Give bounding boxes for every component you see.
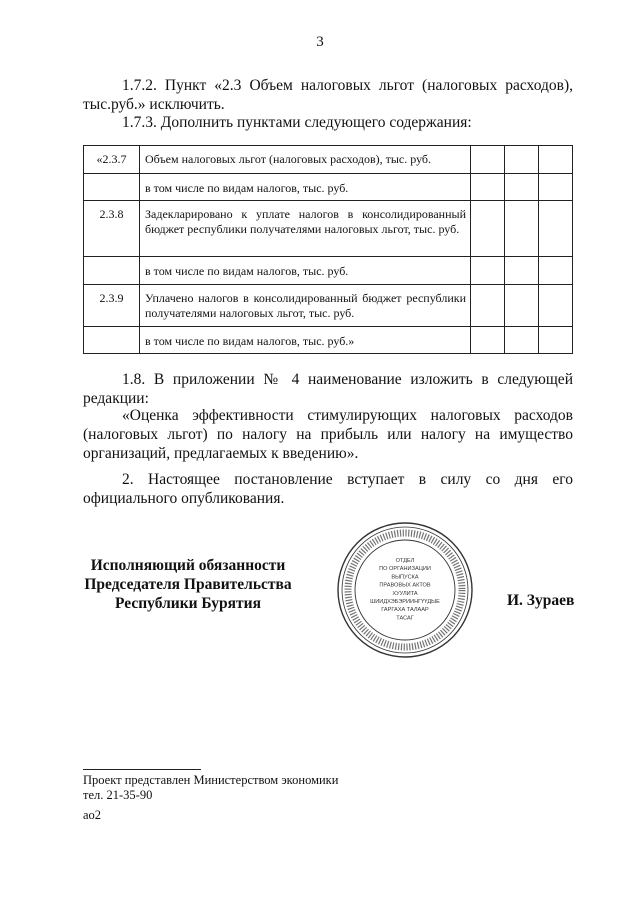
table-row bbox=[84, 285, 573, 327]
paragraph-1-7-3: 1.7.3. Дополнить пунктами следующего содержания: bbox=[122, 114, 472, 131]
empty-cell bbox=[471, 146, 505, 174]
empty-cell bbox=[471, 285, 505, 327]
footnote-line: тел. 21-35-90 bbox=[83, 788, 153, 802]
table-row bbox=[84, 201, 573, 257]
empty-cell bbox=[471, 174, 505, 201]
empty-cell bbox=[505, 327, 539, 354]
seal-text-line: ПРАВОВЫХ АКТОВ bbox=[379, 582, 431, 589]
row-description: Объем налоговых льгот (налоговых расходов), тыс. руб. bbox=[140, 146, 471, 174]
empty-cell bbox=[539, 146, 573, 174]
empty-cell bbox=[539, 174, 573, 201]
seal-text-line: ОТДЕЛ bbox=[395, 558, 415, 564]
signer-title-line: Председателя Правительства bbox=[84, 576, 292, 593]
paragraph-1-7-2: 1.7.2. Пункт «2.3 Объем налоговых льгот (налоговых расходов), тыс.руб.» исключить. bbox=[83, 77, 573, 113]
row-number bbox=[84, 257, 140, 285]
document-code: ао2 bbox=[83, 808, 102, 822]
row-description: в том числе по видам налогов, тыс. руб. bbox=[140, 174, 471, 201]
empty-cell bbox=[471, 257, 505, 285]
row-description: Уплачено налогов в консолидированный бюджет республики получателями налоговых льгот, тыс. руб. bbox=[140, 285, 471, 327]
empty-cell bbox=[505, 201, 539, 257]
row-number: 2.3.9 bbox=[84, 285, 140, 327]
seal-text-line: ВЫПУСКА bbox=[391, 574, 419, 581]
footnote-line: Проект представлен Министерством экономики bbox=[83, 773, 339, 787]
paragraph-2: 2. Настоящее постановление вступает в силу со дня его официального опубликования. bbox=[83, 471, 573, 507]
row-number: 2.3.8 bbox=[84, 201, 140, 257]
row-number: «2.3.7 bbox=[84, 146, 140, 174]
empty-cell bbox=[539, 257, 573, 285]
empty-cell bbox=[505, 285, 539, 327]
row-description: в том числе по видам налогов, тыс. руб. bbox=[140, 257, 471, 285]
empty-cell bbox=[539, 201, 573, 257]
seal-text-line: ШИИДХЭБЭРИИНГҮҮДЫЕ bbox=[370, 599, 440, 605]
row-number bbox=[84, 174, 140, 201]
table-row bbox=[84, 174, 573, 201]
empty-cell bbox=[471, 327, 505, 354]
footnote-divider bbox=[83, 769, 201, 770]
row-description: в том числе по видам налогов, тыс. руб.» bbox=[140, 327, 471, 354]
official-seal bbox=[335, 520, 475, 660]
table-row bbox=[84, 146, 573, 174]
footnote bbox=[83, 773, 338, 803]
paragraph-new-title: «Оценка эффективности стимулирующих налоговых расходов (налоговых льгот) по налогу на прибыль или налогу на имущество организаций, предлагаемых к введению». bbox=[83, 407, 573, 462]
table-row bbox=[84, 257, 573, 285]
seal-text-line: ПО ОРГАНИЗАЦИИ bbox=[379, 566, 431, 573]
seal-text-line: ГАРГАХА ТАЛААР bbox=[381, 607, 429, 614]
empty-cell bbox=[471, 201, 505, 257]
row-description: Задекларировано к уплате налогов в консолидированный бюджет республики получателями налоговых льгот, тыс. руб. bbox=[140, 201, 471, 257]
seal-text-line: ТАСАГ bbox=[396, 615, 414, 622]
signer-name: И. Зураев bbox=[507, 592, 575, 609]
inserted-items-table bbox=[83, 145, 573, 354]
signer-title-line: Республики Бурятия bbox=[115, 595, 261, 612]
empty-cell bbox=[505, 146, 539, 174]
row-number bbox=[84, 327, 140, 354]
empty-cell bbox=[539, 285, 573, 327]
empty-cell bbox=[539, 327, 573, 354]
page-number: 3 bbox=[316, 34, 324, 50]
signer-title bbox=[78, 556, 298, 613]
empty-cell bbox=[505, 257, 539, 285]
signer-title-line: Исполняющий обязанности bbox=[90, 557, 286, 574]
table-row bbox=[84, 327, 573, 354]
seal-text-line: ХУУЛИТА bbox=[392, 590, 418, 597]
empty-cell bbox=[505, 174, 539, 201]
paragraph-1-8: 1.8. В приложении № 4 наименование изложить в следующей редакции: bbox=[83, 371, 573, 407]
